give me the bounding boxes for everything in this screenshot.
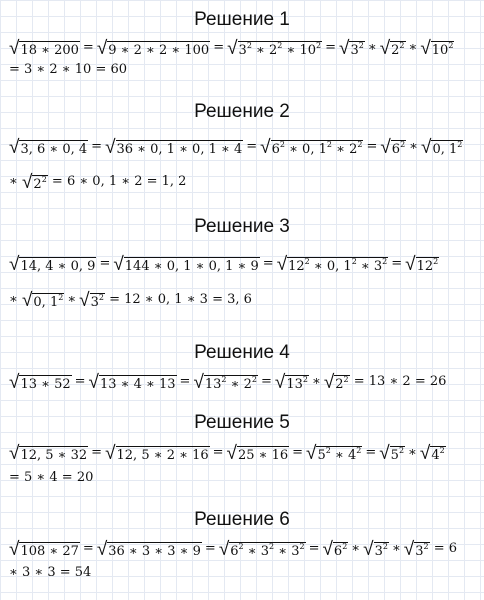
radical-sign: √ — [363, 538, 374, 560]
square-root — [22, 172, 48, 192]
square-root — [22, 290, 64, 310]
math-term: ∗ 0, 1 — [309, 259, 352, 274]
math-term: 10 — [431, 43, 449, 58]
radical-sign: √ — [379, 37, 391, 59]
math-operator: = — [91, 445, 103, 460]
square-root — [97, 38, 210, 58]
exponent: 2 — [41, 175, 47, 184]
math-operator: ∗ — [367, 40, 377, 55]
math-operator: = — [246, 139, 258, 154]
math-term: ∗ 3 — [356, 259, 383, 274]
math-text: ∗ — [9, 174, 22, 189]
math-term: ∗ 3 — [243, 544, 270, 559]
radicand — [124, 257, 260, 274]
radical-sign: √ — [226, 442, 237, 464]
exponent: 2 — [98, 293, 104, 302]
square-root — [9, 38, 80, 58]
math-term: 144 ∗ 0, 1 ∗ 0, 1 ∗ 9 — [124, 259, 259, 274]
exponent: 2 — [433, 257, 439, 266]
radical-sign: √ — [9, 371, 20, 393]
square-root — [275, 372, 309, 392]
radical-sign: √ — [405, 253, 416, 275]
math-term: ∗ 2 — [331, 142, 358, 157]
solution-2-line-1 — [9, 137, 478, 157]
exponent: 2 — [221, 375, 227, 384]
radical-sign: √ — [339, 37, 350, 59]
math-text: ∗ — [9, 292, 22, 307]
math-operator: ∗ — [351, 541, 361, 556]
math-term: 6 — [333, 544, 343, 559]
math-operator: ∗ — [67, 292, 77, 307]
math-term: 13 ∗ 52 — [20, 377, 71, 392]
radicand — [334, 375, 349, 392]
square-root — [9, 137, 88, 157]
math-term: 2 — [391, 43, 400, 58]
radicand — [237, 446, 289, 463]
square-root — [405, 254, 439, 274]
square-root — [9, 254, 96, 274]
exponent: 2 — [299, 542, 305, 551]
radical-sign: √ — [420, 37, 431, 59]
math-term: ∗ 4 — [330, 448, 357, 463]
math-term: 3 — [350, 43, 359, 58]
square-root — [9, 443, 88, 463]
square-root — [420, 443, 446, 463]
square-root — [277, 254, 389, 274]
math-operator: ∗ — [408, 40, 418, 55]
math-term: 2 — [33, 177, 42, 192]
math-term: 6 — [391, 142, 401, 157]
radical-sign: √ — [113, 253, 124, 275]
solution-3-line-2 — [9, 290, 478, 310]
math-term: ∗ 2 — [226, 377, 252, 392]
radicand — [374, 542, 389, 559]
math-term: 13 — [286, 377, 303, 392]
math-term: 25 ∗ 16 — [237, 448, 289, 463]
exponent: 2 — [316, 41, 322, 50]
radicand — [19, 140, 88, 157]
square-root — [227, 38, 322, 58]
radicand — [390, 41, 405, 58]
radicand — [287, 257, 388, 274]
math-term: 12, 5 ∗ 32 — [20, 448, 88, 463]
square-root — [219, 539, 306, 559]
radical-sign: √ — [9, 442, 20, 464]
square-root — [105, 137, 243, 157]
radical-sign: √ — [274, 371, 286, 393]
math-term: ∗ 2 — [251, 43, 278, 58]
math-term: 13 ∗ 4 ∗ 13 — [99, 377, 176, 392]
solution-1-line-1 — [9, 38, 478, 58]
exponent: 2 — [358, 41, 364, 50]
square-root — [380, 38, 406, 58]
math-operator: = — [204, 541, 216, 556]
math-term: 36 ∗ 0, 1 ∗ 0, 1 ∗ 4 — [116, 142, 243, 157]
radicand — [390, 446, 405, 463]
radicand — [430, 446, 445, 463]
radicand — [229, 542, 305, 559]
math-operator: = — [260, 374, 272, 389]
square-root — [379, 443, 405, 463]
math-term: 3 — [374, 544, 383, 559]
math-operator: = — [213, 40, 225, 55]
radicand — [204, 375, 258, 392]
math-term: 12 — [288, 259, 305, 274]
exponent: 2 — [302, 375, 308, 384]
radical-sign: √ — [419, 442, 431, 464]
math-operator: = — [325, 40, 337, 55]
math-term: 14, 4 ∗ 0, 9 — [20, 259, 96, 274]
radical-sign: √ — [379, 442, 390, 464]
radicand — [107, 41, 210, 58]
exponent: 2 — [356, 446, 362, 455]
math-operator: = — [82, 541, 94, 556]
math-term: 13 — [204, 377, 222, 392]
math-text: ∗ 3 ∗ 3 = 54 — [9, 565, 92, 580]
exponent: 2 — [448, 41, 454, 50]
square-root — [193, 372, 258, 392]
radicand — [416, 257, 440, 274]
square-root — [227, 443, 290, 463]
solution-5-title: Решение 5 — [194, 412, 290, 433]
radical-sign: √ — [105, 136, 116, 158]
solution-3-line-1 — [9, 254, 478, 274]
solution-4-line-1 — [9, 372, 478, 392]
math-term: 6 — [230, 544, 239, 559]
radical-sign: √ — [105, 442, 116, 464]
solution-6-line-1 — [9, 539, 478, 559]
math-term: 0, 1 — [33, 295, 59, 310]
radical-sign: √ — [193, 371, 204, 393]
math-operator: ∗ — [311, 374, 321, 389]
radical-sign: √ — [96, 538, 108, 560]
math-operator: = — [91, 139, 103, 154]
radical-sign: √ — [276, 253, 288, 275]
square-root — [420, 38, 454, 58]
math-term: ∗ 0, 1 — [284, 142, 327, 157]
math-term: 3 — [238, 43, 247, 58]
math-term: 0, 1 — [432, 142, 458, 157]
exponent: 2 — [246, 41, 252, 50]
radical-sign: √ — [421, 136, 432, 158]
radicand — [19, 41, 79, 58]
radical-sign: √ — [218, 538, 230, 560]
radicand — [349, 41, 364, 58]
radical-sign: √ — [227, 37, 238, 59]
math-operator: = — [262, 256, 274, 271]
math-operator: = — [212, 445, 224, 460]
exponent: 2 — [58, 293, 64, 302]
radical-sign: √ — [306, 442, 317, 464]
math-text: = 3 ∗ 2 ∗ 10 = 60 — [9, 62, 128, 77]
solution-1-line-2 — [9, 60, 478, 80]
math-term: 5 — [317, 448, 326, 463]
radicand — [32, 175, 47, 192]
exponent: 2 — [269, 542, 275, 551]
exponent: 2 — [398, 446, 405, 455]
radical-sign: √ — [21, 289, 33, 311]
square-root — [421, 137, 463, 157]
math-text: = 5 ∗ 4 = 20 — [9, 470, 94, 485]
math-term: 3, 6 ∗ 0, 4 — [20, 142, 88, 157]
radicand — [32, 293, 64, 310]
math-term: 2 — [335, 377, 344, 392]
radicand — [271, 140, 364, 157]
solution-6-line-2 — [9, 563, 478, 583]
math-term: 3 — [415, 544, 424, 559]
radical-sign: √ — [79, 289, 90, 311]
math-term: 4 — [431, 448, 440, 463]
exponent: 2 — [351, 257, 357, 266]
solution-6-title: Решение 6 — [194, 509, 290, 530]
math-operator: = — [308, 541, 320, 556]
math-operator: = — [365, 445, 377, 460]
exponent: 2 — [457, 140, 463, 149]
exponent: 2 — [382, 542, 388, 551]
exponent: 2 — [277, 41, 283, 50]
radical-sign: √ — [9, 538, 20, 560]
square-root — [324, 372, 350, 392]
radicand — [391, 140, 406, 157]
radicand — [19, 375, 71, 392]
square-root — [89, 372, 177, 392]
math-term: 108 ∗ 27 — [20, 544, 79, 559]
exponent: 2 — [238, 542, 244, 551]
radical-sign: √ — [88, 371, 99, 393]
exponent: 2 — [251, 375, 257, 384]
math-text: = 13 ∗ 2 = 26 — [349, 374, 447, 389]
math-term: 3 — [90, 295, 99, 310]
radicand — [90, 293, 105, 310]
exponent: 2 — [326, 140, 332, 149]
square-root — [79, 290, 105, 310]
math-text: = 6 — [429, 541, 458, 556]
exponent: 2 — [343, 375, 349, 384]
math-term: 12, 5 ∗ 2 ∗ 16 — [116, 448, 209, 463]
math-operator: ∗ — [408, 445, 417, 460]
math-operator: = — [292, 445, 304, 460]
exponent: 2 — [279, 140, 285, 149]
radical-sign: √ — [9, 253, 20, 275]
exponent: 2 — [400, 140, 406, 149]
math-operator: = — [179, 374, 191, 389]
square-root — [260, 137, 363, 157]
solution-2-line-2 — [9, 172, 478, 192]
math-text: = 6 ∗ 0, 1 ∗ 2 = 1, 2 — [47, 174, 187, 189]
square-root — [9, 372, 72, 392]
solution-5-line-1 — [9, 443, 478, 463]
exponent: 2 — [382, 257, 388, 266]
solution-4-title: Решение 4 — [194, 342, 290, 363]
solution-2-title: Решение 2 — [194, 101, 290, 122]
math-term: ∗ 3 — [274, 544, 300, 559]
radicand — [19, 446, 88, 463]
radicand — [316, 446, 362, 463]
radical-sign: √ — [323, 371, 335, 393]
radicand — [107, 542, 202, 559]
math-operator: = — [99, 256, 111, 271]
radicand — [19, 257, 96, 274]
solution-1-title: Решение 1 — [194, 9, 290, 30]
radicand — [19, 542, 79, 559]
square-root — [306, 443, 362, 463]
math-term: 6 — [271, 142, 280, 157]
solution-3-title: Решение 3 — [194, 216, 290, 237]
square-root — [97, 539, 202, 559]
radicand — [116, 140, 244, 157]
math-operator: ∗ — [409, 139, 418, 154]
math-operator: ∗ — [391, 541, 401, 556]
exponent: 2 — [342, 542, 348, 551]
exponent: 2 — [423, 542, 429, 551]
exponent: 2 — [304, 257, 310, 266]
square-root — [363, 539, 389, 559]
radicand — [414, 542, 429, 559]
radicand — [431, 140, 463, 157]
math-term: ∗ 10 — [282, 43, 317, 58]
radicand — [333, 542, 348, 559]
square-root — [105, 443, 210, 463]
radicand — [238, 41, 323, 58]
radical-sign: √ — [21, 171, 33, 193]
radical-sign: √ — [260, 136, 271, 158]
radical-sign: √ — [96, 37, 108, 59]
square-root — [9, 539, 80, 559]
square-root — [113, 254, 259, 274]
square-root — [322, 539, 348, 559]
math-term: 18 ∗ 200 — [20, 43, 79, 58]
square-root — [380, 137, 406, 157]
math-operator: = — [366, 139, 378, 154]
radicand — [431, 41, 455, 58]
math-operator: = — [74, 374, 86, 389]
radical-sign: √ — [9, 37, 20, 59]
square-root — [404, 539, 430, 559]
radical-sign: √ — [9, 136, 20, 158]
exponent: 2 — [357, 140, 363, 149]
math-term: 12 — [416, 259, 434, 274]
math-text: = 12 ∗ 0, 1 ∗ 3 = 3, 6 — [104, 292, 252, 307]
radical-sign: √ — [403, 538, 415, 560]
math-operator: = — [82, 40, 94, 55]
math-term: 36 ∗ 3 ∗ 3 ∗ 9 — [108, 544, 201, 559]
radicand — [285, 375, 309, 392]
math-term: 5 — [390, 448, 399, 463]
radical-sign: √ — [322, 538, 333, 560]
math-operator: = — [391, 256, 403, 271]
exponent: 2 — [325, 446, 331, 455]
radicand — [116, 446, 210, 463]
radical-sign: √ — [380, 136, 391, 158]
solution-5-line-2 — [9, 468, 478, 488]
square-root — [339, 38, 365, 58]
math-term: 9 ∗ 2 ∗ 2 ∗ 100 — [108, 43, 210, 58]
exponent: 2 — [399, 41, 405, 50]
exponent: 2 — [439, 446, 445, 455]
radicand — [99, 375, 177, 392]
